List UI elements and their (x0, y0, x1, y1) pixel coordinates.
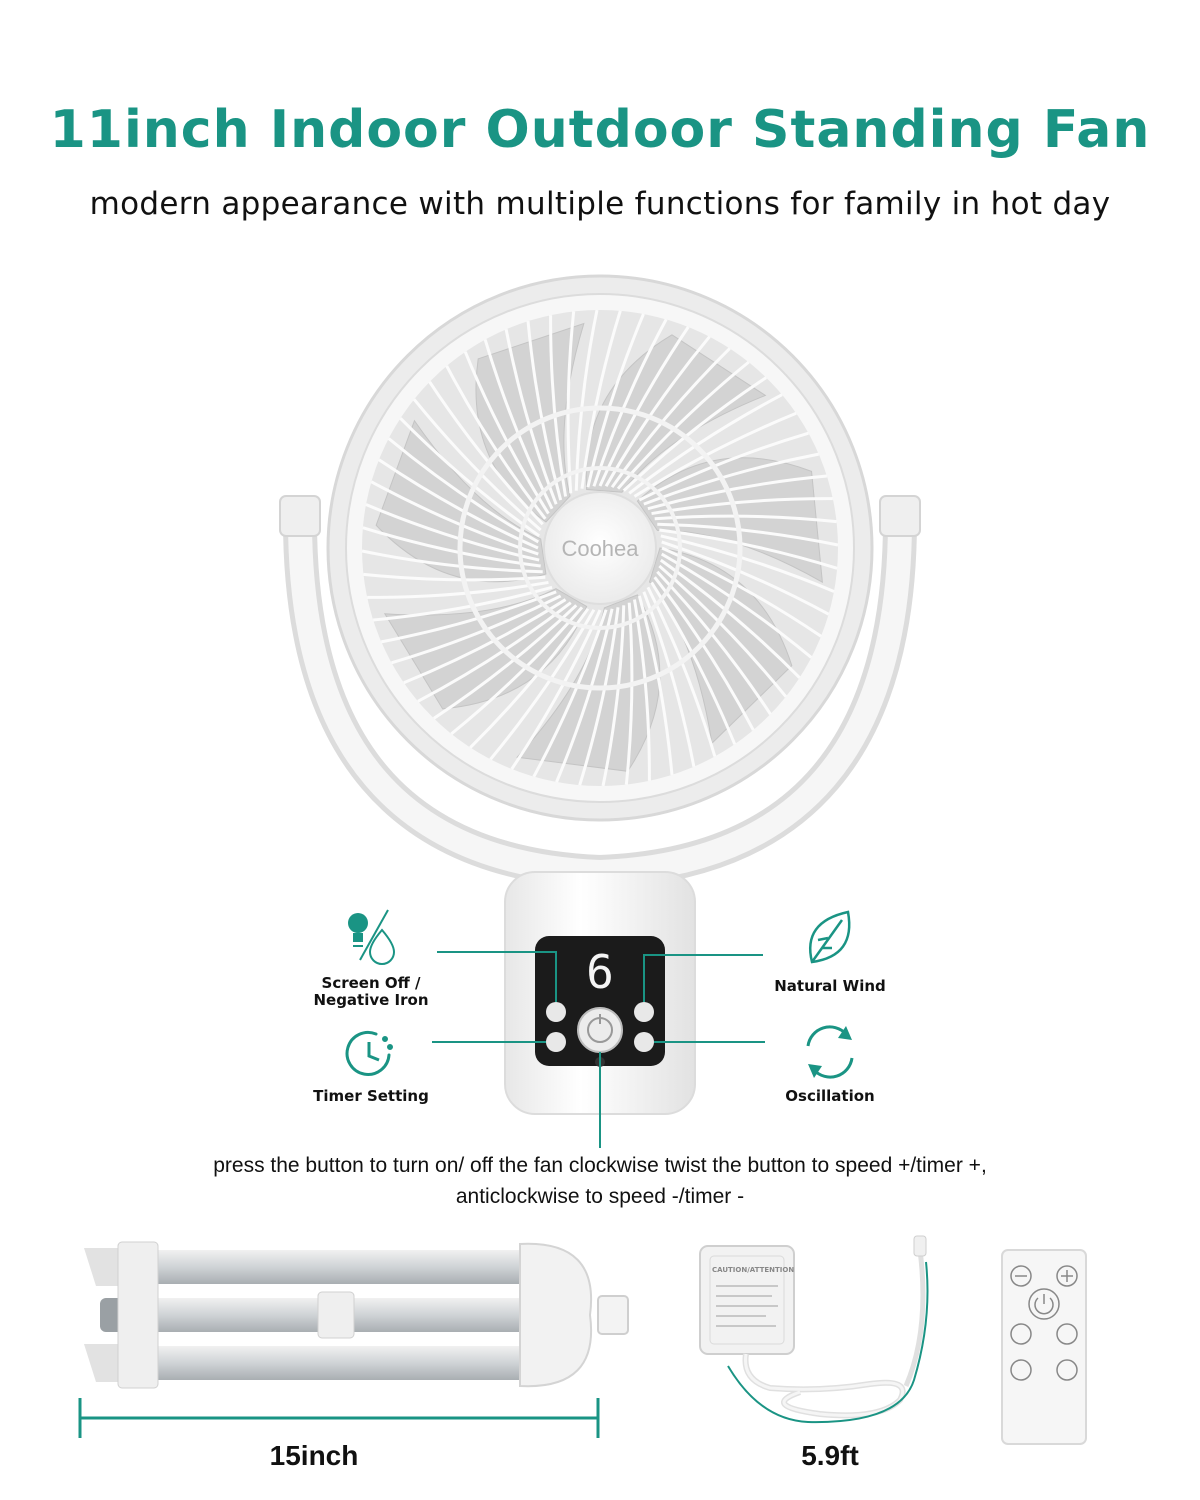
oscillation-button[interactable] (634, 1032, 654, 1052)
knob-instruction (0, 1150, 1200, 1212)
timer-button[interactable] (546, 1032, 566, 1052)
tripod-dimension-line (80, 1398, 598, 1438)
feature-oscillation-label: Oscillation (785, 1087, 875, 1105)
feature-timer-label: Timer Setting (313, 1087, 429, 1105)
bulb-water-drop-icon (348, 910, 394, 964)
adapter-label: CAUTION/ATTENTION (712, 1266, 795, 1274)
display-digit: 6 (586, 945, 614, 999)
power-adapter (700, 1236, 926, 1415)
page-subtitle: modern appearance with multiple functions for family in hot day (89, 186, 1111, 222)
knob-instruction-line2: anticlockwise to speed -/timer - (455, 1185, 745, 1208)
oscillation-arrows-icon (808, 1026, 852, 1078)
tripod-legs (84, 1242, 628, 1388)
feature-screen-off-line1: Screen Off / (321, 974, 421, 992)
leaf-icon (810, 912, 849, 962)
natural-wind-button[interactable] (634, 1002, 654, 1022)
page-title: 11inch Indoor Outdoor Standing Fan (49, 100, 1151, 160)
brand-logo: Coohea (561, 536, 639, 561)
remote-control (1002, 1250, 1086, 1444)
knob-instruction-line1: press the button to turn on/ off the fan clockwise twist the button to speed +/timer +, (213, 1154, 987, 1177)
feature-screen-off-line2: Negative Iron (313, 991, 429, 1009)
feature-screen-off-label (300, 975, 442, 1009)
screen-off-button[interactable] (546, 1002, 566, 1022)
tripod-length-label: 15inch (269, 1440, 359, 1471)
feature-natural-wind-label: Natural Wind (774, 977, 886, 995)
timer-clock-icon (347, 1032, 391, 1074)
cord-length-label: 5.9ft (801, 1440, 859, 1471)
